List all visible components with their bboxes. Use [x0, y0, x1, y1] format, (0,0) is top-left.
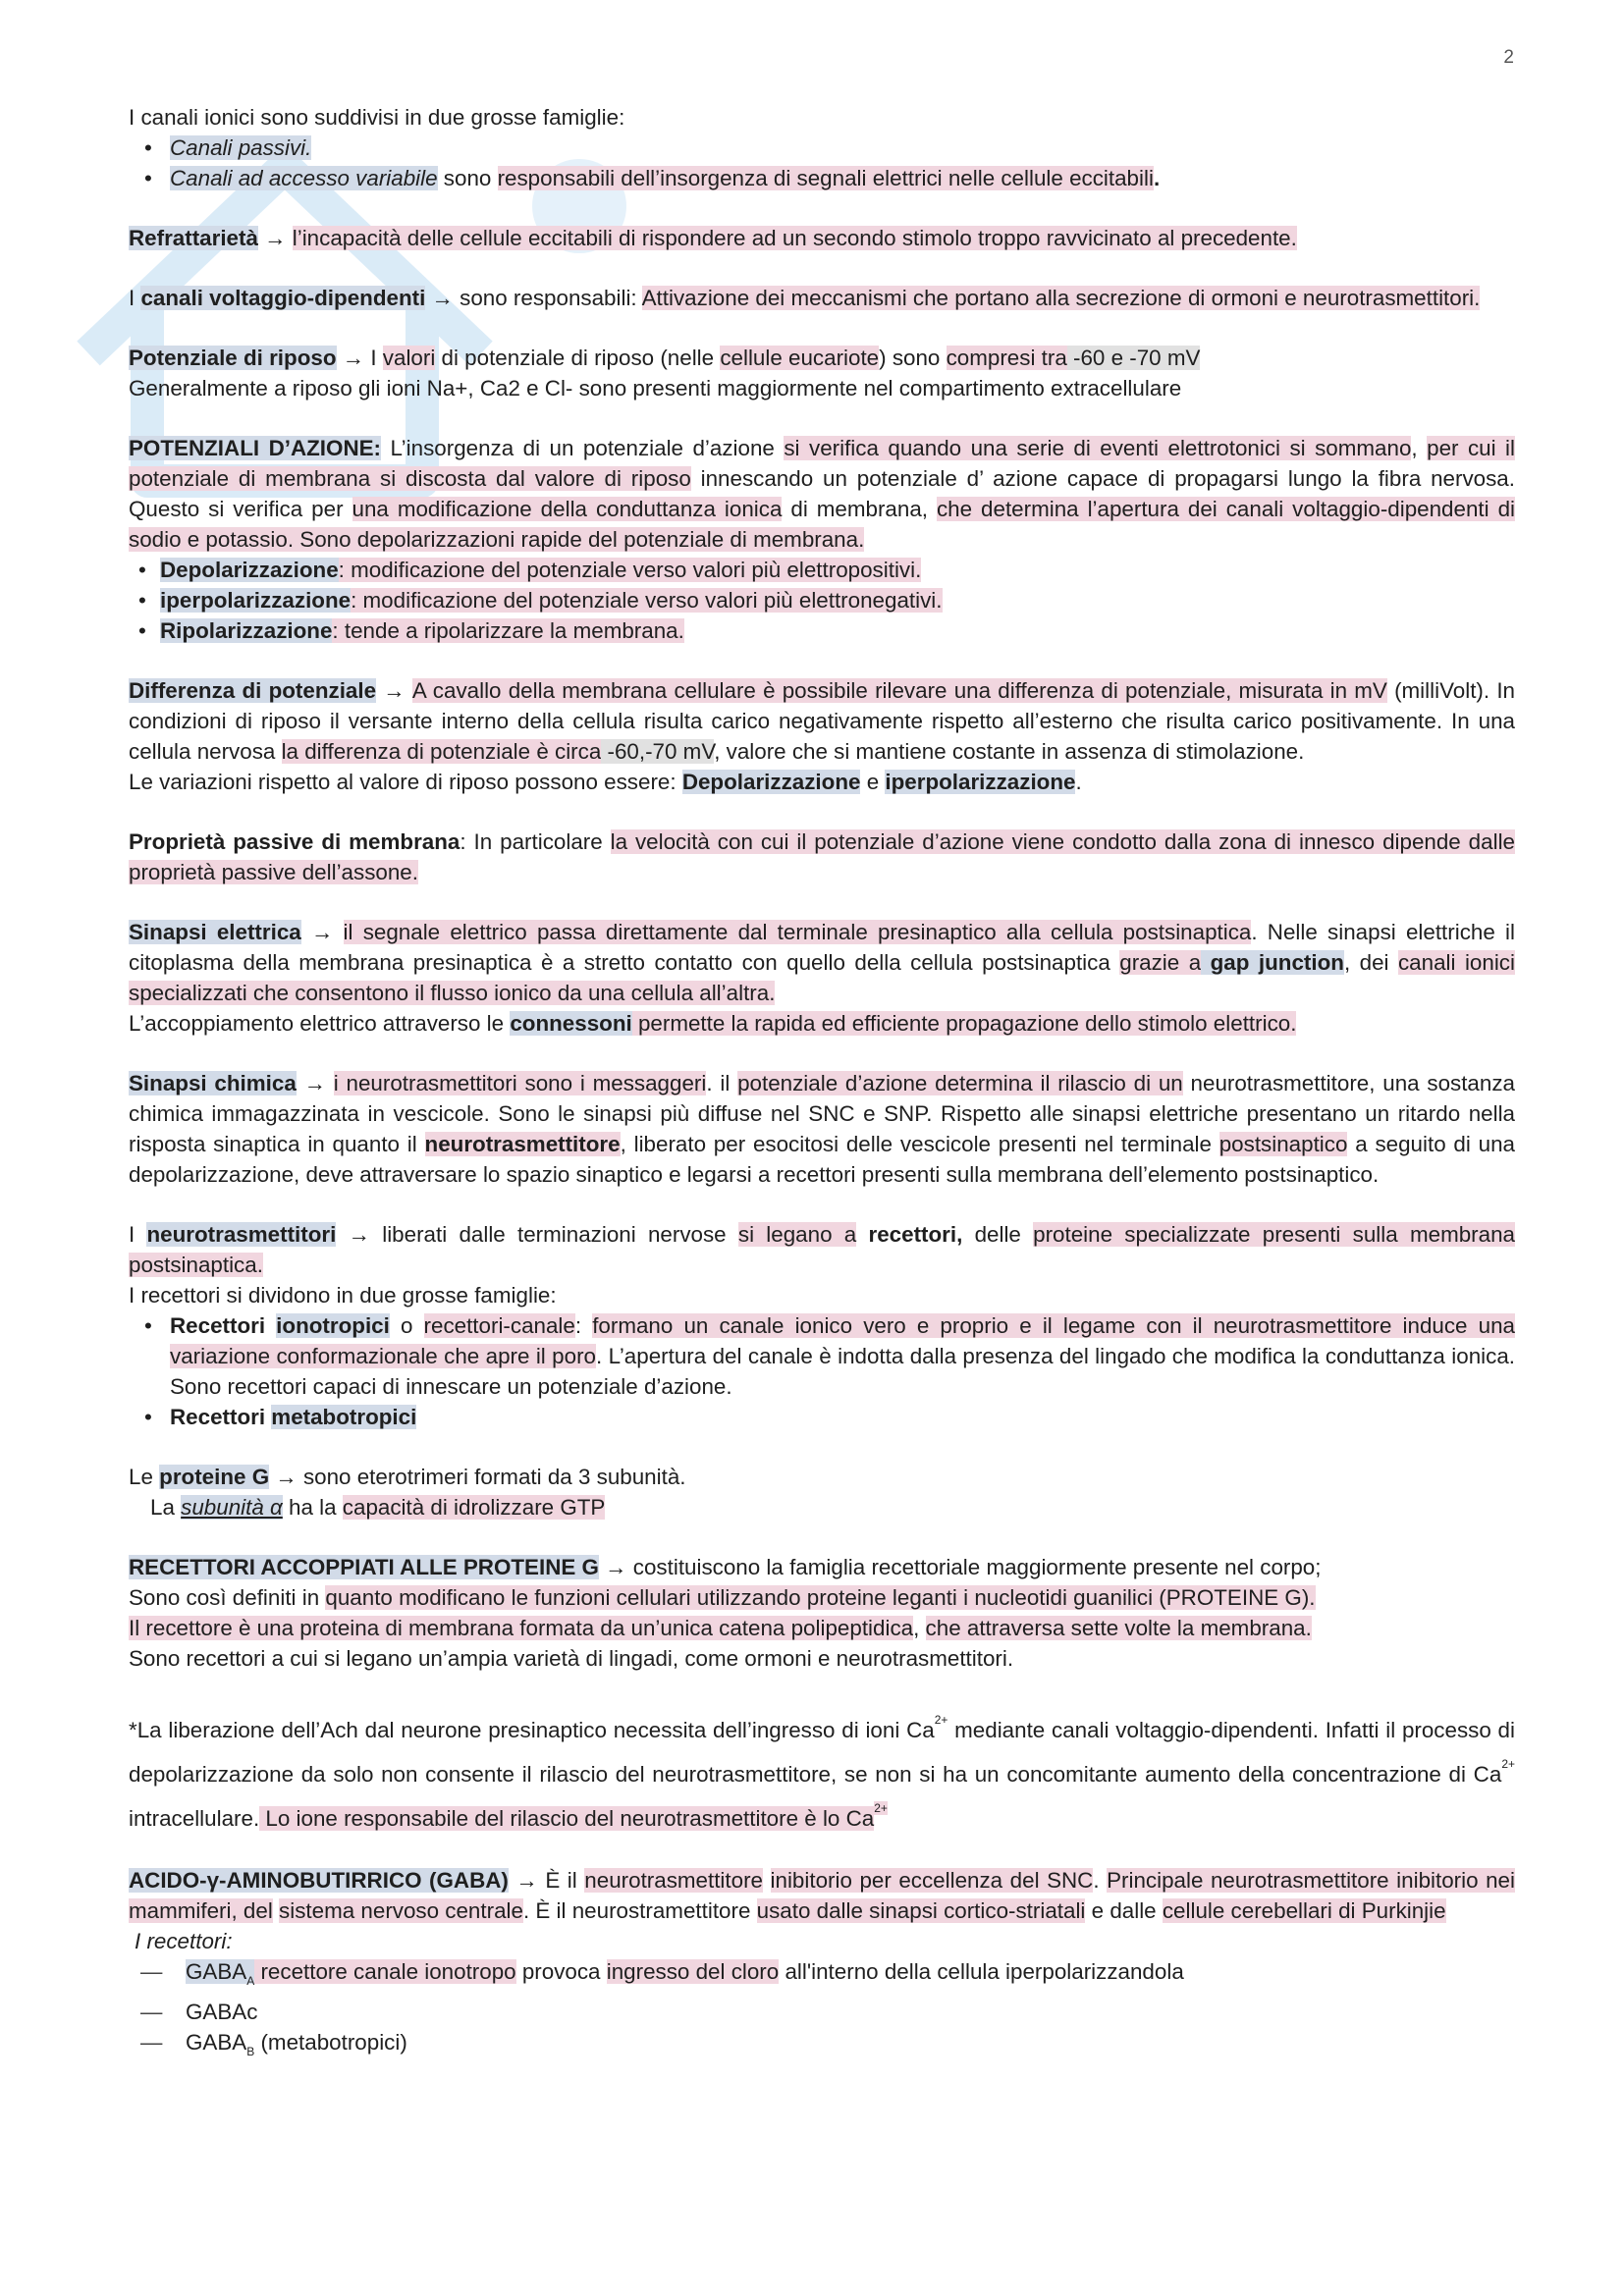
neuro-line2: I recettori si dividono in due grosse famiglie: — [129, 1283, 557, 1308]
azione-list — [129, 555, 1515, 646]
term: proteine G — [159, 1465, 270, 1489]
differenza-line2: Le variazioni rispetto al valore di riposo possono essere: Depolarizzazione e iperpolarizzazione. — [129, 770, 1082, 794]
term: neurotrasmettitori — [146, 1222, 337, 1247]
accoppiati-line4: Sono recettori a cui si legano un’ampia varietà di lingadi, come ormoni e neurotrasmettitori. — [129, 1646, 1014, 1671]
list-item: — GABAc — [140, 1997, 1515, 2027]
term: ACIDO-γ-AMINOBUTIRRICO (GABA) — [129, 1868, 509, 1893]
list-item: • Canali passivi. — [170, 133, 1515, 163]
list-item: • Recettori metabotropici — [170, 1402, 1515, 1432]
accoppiati-paragraph: RECETTORI ACCOPPIATI ALLE PROTEINE G → costituiscono la famiglia recettoriale maggiormente presente nel corpo; — [129, 1555, 1322, 1579]
term: canali voltaggio-dipendenti — [140, 286, 426, 310]
gaba-paragraph: ACIDO-γ-AMINOBUTIRRICO (GABA) → È il neurotrasmettitore inibitorio per eccellenza del SNC. Principale neurotrasmettitore inibitorio nei mammiferi, del sistema nervoso centrale. È il neurostramettitore usato dalle sinapsi cortico-striatali e dalle cellule cerebellari di Purkinjie — [129, 1868, 1515, 1923]
page-number: 2 — [1503, 47, 1514, 68]
ach-paragraph: *La liberazione dell’Ach dal neurone presinaptico necessita dell’ingresso di ioni $Ca^{2+}$ mediante canali voltaggio-dipendenti. Infatti il processo di depolarizzazione da solo non consente il rilascio del neurotrasmettitore, se non si ha un concomitante aumento della concentrazione di $Ca^{2+}$ intracellulare. Lo ione responsabile del rilascio del neurotrasmettitore è lo $Ca^{2+}$ — [129, 1713, 1515, 1831]
recettori-list — [129, 1310, 1515, 1432]
chimica-paragraph: Sinapsi chimica → i neurotrasmettitori sono i messaggeri. il potenziale d’azione determina il rilascio di un neurotrasmettitore, una sostanza chimica immagazzinata in vescicole. Sono le sinapsi più diffuse nel SNC e SNP. Rispetto alle sinapsi elettriche presentano un ritardo nella risposta sinaptica in quanto il neurotrasmettitore, liberato per esocitosi delle vescicole presenti nel terminale postsinaptico a seguito di una depolarizzazione, deve attraversare lo spazio sinaptico e legarsi a recettori presenti sulla membrana dell’elemento postsinaptico. — [129, 1071, 1515, 1187]
neuro-paragraph: I neurotrasmettitori → liberati dalle terminazioni nervose si legano a recettori, delle proteine specializzate presenti sulla membrana postsinaptica. — [129, 1222, 1515, 1277]
voltaggio-paragraph: I canali voltaggio-dipendenti → sono responsabili: Attivazione dei meccanismi che portano alla secrezione di ormoni e neurotrasmettitori. — [129, 286, 1481, 310]
list-item: — $GABA_A$ recettore canale ionotropo provoca ingresso del cloro all'interno della cellula iperpolarizzandola — [140, 1956, 1515, 1997]
term: Sinapsi chimica — [129, 1071, 297, 1095]
term: POTENZIALI D’AZIONE: — [129, 436, 381, 460]
list-item: • Depolarizzazione: modificazione del potenziale verso valori più elettropositivi. — [138, 555, 1515, 585]
term: Refrattarietà — [129, 226, 258, 250]
accoppiati-line2: Sono così definiti in quanto modificano le funzioni cellulari utilizzando proteine leganti i nucleotidi guanilici (PROTEINE G). — [129, 1585, 1316, 1610]
list-item: • Canali ad accesso variabile sono responsabili dell’insorgenza di segnali elettrici nelle cellule eccitabili. — [170, 163, 1515, 193]
term: Potenziale di riposo — [129, 346, 337, 370]
passive-paragraph: Proprietà passive di membrana: In particolare la velocità con cui il potenziale d’azione viene condotto dalla zona di innesco dipende dalle proprietà passive dell’assone. — [129, 829, 1515, 884]
proteineg-paragraph: Le proteine G → sono eterotrimeri formati da 3 subunità. — [129, 1465, 686, 1489]
elettrica-paragraph: Sinapsi elettrica → il segnale elettrico passa direttamente dal terminale presinaptico alla cellula postsinaptica. Nelle sinapsi elettriche il citoplasma della membrana presinaptica è a stretto contatto con quello della cellula postsinaptica grazie a gap junction, dei canali ionici specializzati che consentono il flusso ionico da una cellula all’altra. — [129, 920, 1515, 1005]
accoppiati-line3: Il recettore è una proteina di membrana formata da un’unica catena polipeptidica, che attraversa sette volte la membrana. — [129, 1616, 1312, 1640]
refrattarieta-paragraph: Refrattarietà → l’incapacità delle cellule eccitabili di rispondere ad un secondo stimolo troppo ravvicinato al precedente. — [129, 226, 1297, 250]
list-item: — $GABA_B$ (metabotropici) — [140, 2027, 1515, 2067]
term: Sinapsi elettrica — [129, 920, 301, 944]
families-intro: I canali ionici sono suddivisi in due grosse famiglie: — [129, 105, 625, 130]
document-body — [129, 102, 1515, 2067]
list-item: • iperpolarizzazione: modificazione del potenziale verso valori più elettronegativi. — [138, 585, 1515, 615]
gaba-recettori-label: I recettori: — [135, 1929, 233, 1953]
list-item: • Ripolarizzazione: tende a ripolarizzare la membrana. — [138, 615, 1515, 646]
term: RECETTORI ACCOPPIATI ALLE PROTEINE G — [129, 1555, 599, 1579]
riposo-paragraph: Potenziale di riposo → I valori di potenziale di riposo (nelle cellule eucariote) sono compresi tra -60 e -70 mV — [129, 346, 1201, 370]
term: Proprietà passive di membrana — [129, 829, 460, 854]
gaba-list — [129, 1956, 1515, 2067]
term: Differenza di potenziale — [129, 678, 377, 703]
elettrica-line2: L’accoppiamento elettrico attraverso le connessoni permette la rapida ed efficiente propagazione dello stimolo elettrico. — [129, 1011, 1297, 1036]
list-item: • Recettori ionotropici o recettori-canale: formano un canale ionico vero e proprio e il legame con il neurotrasmettitore induce una variazione conformazionale che apre il poro. L’apertura del canale è indotta dalla presenza del lingado che modifica la conduttanza ionica. Sono recettori capaci di innescare un potenziale d’azione. — [170, 1310, 1515, 1402]
riposo-line2: Generalmente a riposo gli ioni Na+, Ca2 e Cl- sono presenti maggiormente nel compartimento extracellulare — [129, 376, 1182, 400]
families-list — [129, 133, 1515, 193]
proteineg-line2: La subunità α ha la capacità di idrolizzare GTP — [150, 1495, 606, 1520]
azione-paragraph: POTENZIALI D’AZIONE: L’insorgenza di un potenziale d’azione si verifica quando una serie di eventi elettrotonici si sommano, per cui il potenziale di membrana si discosta dal valore di riposo innescando un potenziale d’ azione capace di propagarsi lungo la fibra nervosa. Questo si verifica per una modificazione della conduttanza ionica di membrana, che determina l’apertura dei canali voltaggio-dipendenti di sodio e potassio. Sono depolarizzazioni rapide del potenziale di membrana. — [129, 436, 1515, 552]
differenza-paragraph: Differenza di potenziale → A cavallo della membrana cellulare è possibile rilevare una differenza di potenziale, misurata in mV (milliVolt). In condizioni di riposo il versante interno della cellula risulta carico negativamente rispetto all’esterno che risulta carico positivamente. In una cellula nervosa la differenza di potenziale è circa -60,-70 mV, valore che si mantiene costante in assenza di stimolazione. — [129, 678, 1515, 764]
